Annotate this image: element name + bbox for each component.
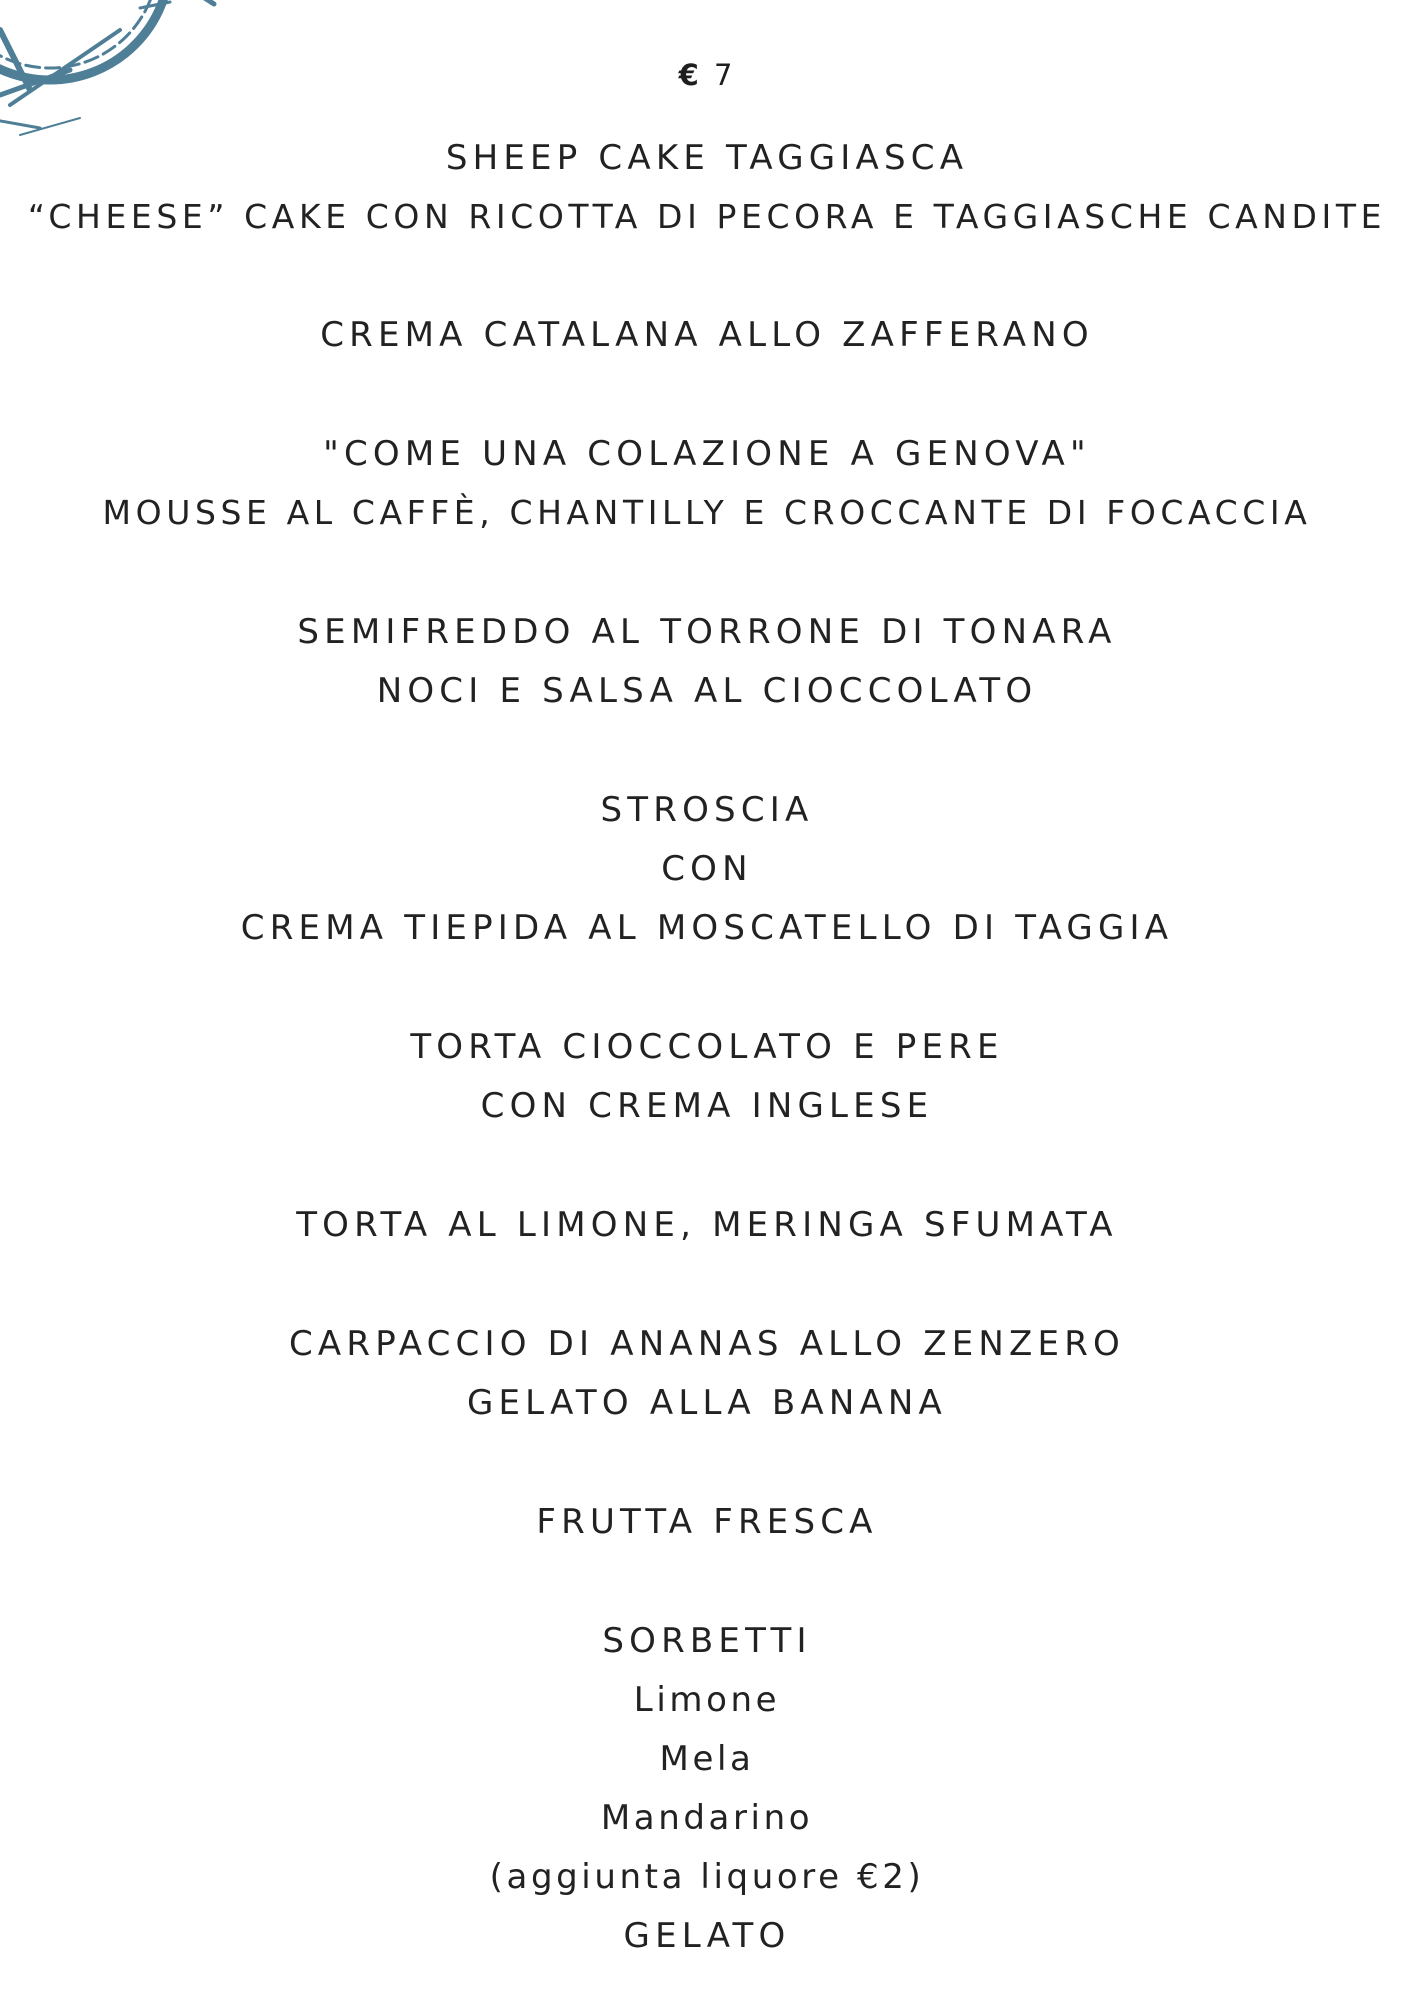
- menu-item-description: GELATO ALLA BANANA: [466, 1383, 948, 1423]
- menu-item-description: CREMA TIEPIDA AL MOSCATELLO DI TAGGIA: [240, 908, 1174, 948]
- sorbet-flavor: Mandarino: [600, 1798, 814, 1838]
- menu-item-title: SHEEP CAKE TAGGIASCA: [445, 138, 969, 178]
- menu-item-title: STROSCIA: [600, 790, 814, 830]
- sorbet-flavor: Mela: [659, 1739, 755, 1779]
- liqueur-supplement-note: (aggiunta liquore €2): [489, 1857, 925, 1897]
- menu-item-description: NOCI E SALSA AL CIOCCOLATO: [376, 671, 1038, 711]
- menu-item-title: CARPACCIO DI ANANAS ALLO ZENZERO: [288, 1324, 1125, 1364]
- currency-symbol: €: [678, 58, 702, 92]
- menu-item-title: TORTA AL LIMONE, MERINGA SFUMATA: [296, 1205, 1118, 1245]
- price-label: [0, 58, 1414, 92]
- menu-item-title: TORTA CIOCCOLATO E PERE: [410, 1027, 1004, 1067]
- menu-item-title: GELATO: [623, 1916, 791, 1956]
- menu-item-title: SEMIFREDDO AL TORRONE DI TONARA: [297, 612, 1117, 652]
- menu-item-title: FRUTTA FRESCA: [536, 1502, 878, 1542]
- price-amount: 7: [713, 58, 736, 92]
- sorbet-flavor: Limone: [633, 1680, 781, 1720]
- menu-item-title: "COME UNA COLAZIONE A GENOVA": [323, 434, 1091, 474]
- menu-item-description: CON CREMA INGLESE: [480, 1086, 934, 1126]
- menu-item-description: MOUSSE AL CAFFÈ, CHANTILLY E CROCCANTE DI FOCACCIA: [102, 493, 1312, 532]
- menu-item-description: CON: [661, 849, 753, 889]
- menu-item-title: SORBETTI: [602, 1621, 812, 1661]
- menu-item-title: CREMA CATALANA ALLO ZAFFERANO: [320, 315, 1094, 355]
- menu-item-description: “CHEESE” CAKE CON RICOTTA DI PECORA E TAGGIASCHE CANDITE: [27, 197, 1387, 236]
